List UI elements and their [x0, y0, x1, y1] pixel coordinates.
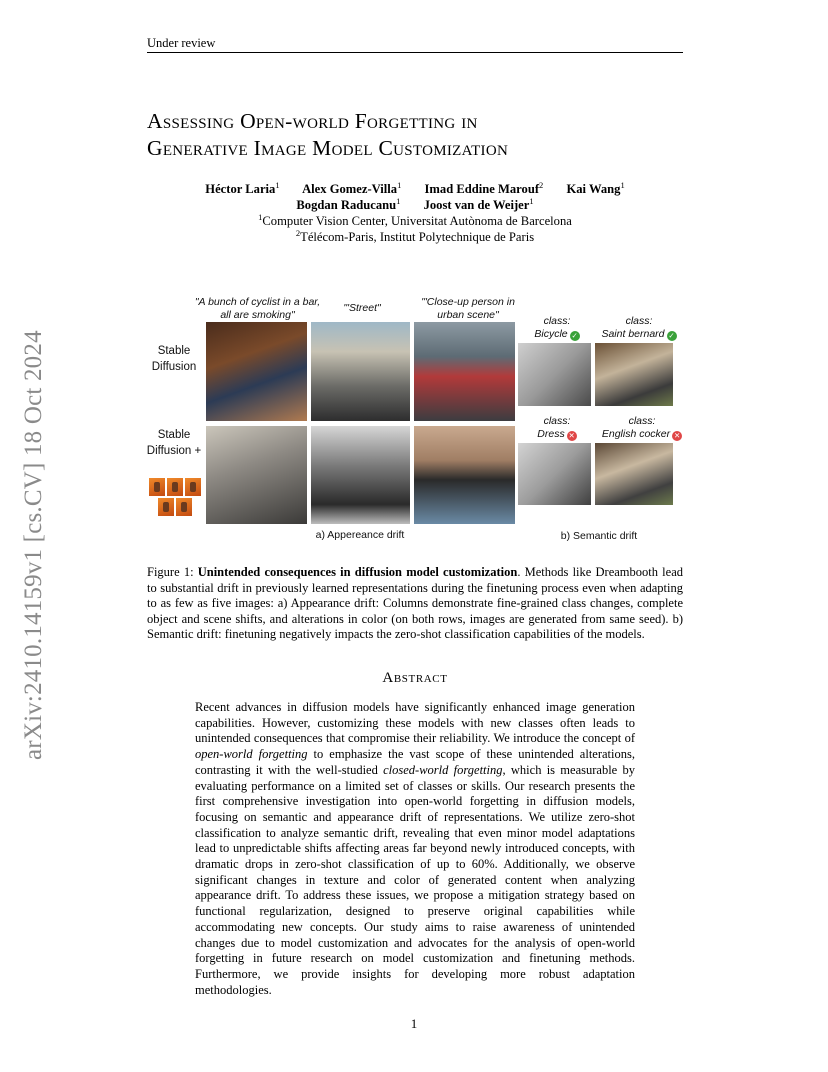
image-sdplus-glasses — [414, 426, 515, 524]
author-affiliation-mark: 1 — [529, 196, 534, 206]
author-name: Kai Wang — [566, 182, 621, 196]
prompt-street: '"Street" — [343, 302, 381, 314]
label-appearance-drift: a) Appereance drift — [315, 529, 405, 541]
running-header: Under review — [147, 36, 216, 50]
class-label-saint-bernard: class: Saint bernard ✓ — [601, 315, 675, 340]
abstract-heading: Abstract — [382, 670, 448, 686]
author-name: Héctor Laria — [205, 182, 276, 196]
author-name: Joost van de Weijer — [423, 198, 530, 212]
class-label-english-cocker: class: English cocker ✕ — [601, 415, 681, 440]
emphasis-closed-world: closed-world forgetting — [383, 762, 503, 777]
prompt-cyclists-bar: "A bunch of cyclist in a bar, all are smoking" — [194, 296, 321, 321]
image-sd-closeup — [414, 322, 515, 421]
author-name: Bogdan Raducanu — [296, 198, 397, 212]
affiliation-line — [147, 213, 683, 229]
arxiv-identifier-stamp: arXiv:2410.14159v1 [cs.CV] 18 Oct 2024 — [20, 330, 47, 760]
label-semantic-drift: b) Semantic drift — [560, 530, 638, 542]
paper-title — [147, 108, 687, 162]
image-sd-street — [311, 322, 410, 421]
author-line-1 — [147, 181, 683, 197]
class-label-bicycle: class: Bicycle ✓ — [534, 315, 578, 340]
figure-caption — [147, 565, 683, 643]
row-label-stable-diffusion-plus: Stable Diffusion + — [146, 429, 202, 457]
author-affiliation-mark: 1 — [396, 196, 401, 206]
image-saint-bernard — [595, 343, 673, 406]
image-dress — [518, 443, 591, 505]
image-bicycle — [518, 343, 591, 406]
caption-bold-title: Unintended consequences in diffusion model customization — [197, 565, 518, 579]
author-line-2 — [147, 197, 683, 213]
figure-1 — [140, 290, 690, 550]
author-affiliation-mark: 1 — [275, 180, 280, 190]
emphasis-open-world: open-world forgetting — [195, 747, 308, 762]
affiliation-line — [147, 229, 683, 245]
incorrect-cross-icon: ✕ — [673, 431, 681, 440]
author-affiliation-mark: 2 — [539, 180, 544, 190]
affiliation-text: Télécom-Paris, Institut Polytechnique de Paris — [300, 230, 535, 244]
caption-text: . Methods like Dreambooth lead to substantial drift in previously learned representations during the finetuning process even when adapting to as few as five images: a) Appearance drift: Columns demonstrate fine-grained class changes, complete object and scene shifts, and alterations in color (on both rows, images are generated from same seed). b) Semantic drift: finetuning negatively impacts the zero-shot classification capabilities of the models. — [147, 565, 683, 642]
class-label-dress: class: Dress ✕ — [537, 415, 575, 440]
author-name: Alex Gomez-Villa — [302, 182, 398, 196]
author-affiliation-mark: 1 — [620, 180, 625, 190]
correct-check-icon: ✓ — [668, 331, 675, 340]
affiliation-mark: 1 — [258, 212, 263, 222]
image-sd-cyclists-bar — [206, 322, 307, 421]
abstract-body: Recent advances in diffusion models have significantly enhanced image generation capabilities. However, customizing these models with new classes often leads to unintended consequences that compromise their reliability. We introduce the concept of open-world forgetting to emphasize the vast scope of these unintended alterations, contrasting it with the well-studied closed-world forgetting, which is measurable by evaluating performance on a limited set of classes or skills. Our research presents the first comprehensive investigation into open-world forgetting in diffusion models, focusing on semantic and appearance drift of representations. We utilize zero-shot classification to analyze semantic drift, revealing that even minor model adaptations lead to unpredictable shifts affecting areas far beyond newly introduced concepts, with dramatic drops in zero-shot classification of up to 60%. Additionally, we observe significant changes in texture and color of generated content when analyzing appearance drift. To address these issues, we propose a mitigation strategy based on functional regularization, designed to preserve original capabilities while accommodating new concepts. Our study aims to raise awareness of unintended changes due to model customization and advocates for the analysis of open-world forgetting in future research on model customization and finetuning methods. Furthermore, we provide insights for developing more robust adaptation methodologies. — [195, 700, 635, 997]
page-number: 1 — [410, 1016, 418, 1031]
caption-label: Figure 1: — [147, 565, 194, 579]
author-affiliation-mark: 1 — [397, 180, 402, 190]
prompt-closeup: '"Close-up person in urban scene" — [421, 296, 515, 321]
incorrect-cross-icon: ✕ — [568, 431, 575, 440]
image-sdplus-cyclists-gym — [206, 426, 307, 524]
author-block — [147, 181, 683, 245]
header-rule — [147, 52, 683, 53]
title-line-1: Assessing Open-world Forgetting in — [147, 109, 478, 133]
title-line-2: Generative Image Model Customization — [147, 136, 509, 160]
image-sdplus-alley — [311, 426, 410, 524]
author-name: Imad Eddine Marouf — [424, 182, 540, 196]
affiliation-text: Computer Vision Center, Universitat Autònoma de Barcelona — [262, 214, 572, 228]
row-label-stable-diffusion: Stable Diffusion — [151, 345, 197, 373]
image-english-cocker — [595, 443, 673, 505]
training-images-thumbnails — [149, 478, 201, 516]
affiliation-mark: 2 — [295, 228, 301, 238]
correct-check-icon: ✓ — [571, 331, 578, 340]
